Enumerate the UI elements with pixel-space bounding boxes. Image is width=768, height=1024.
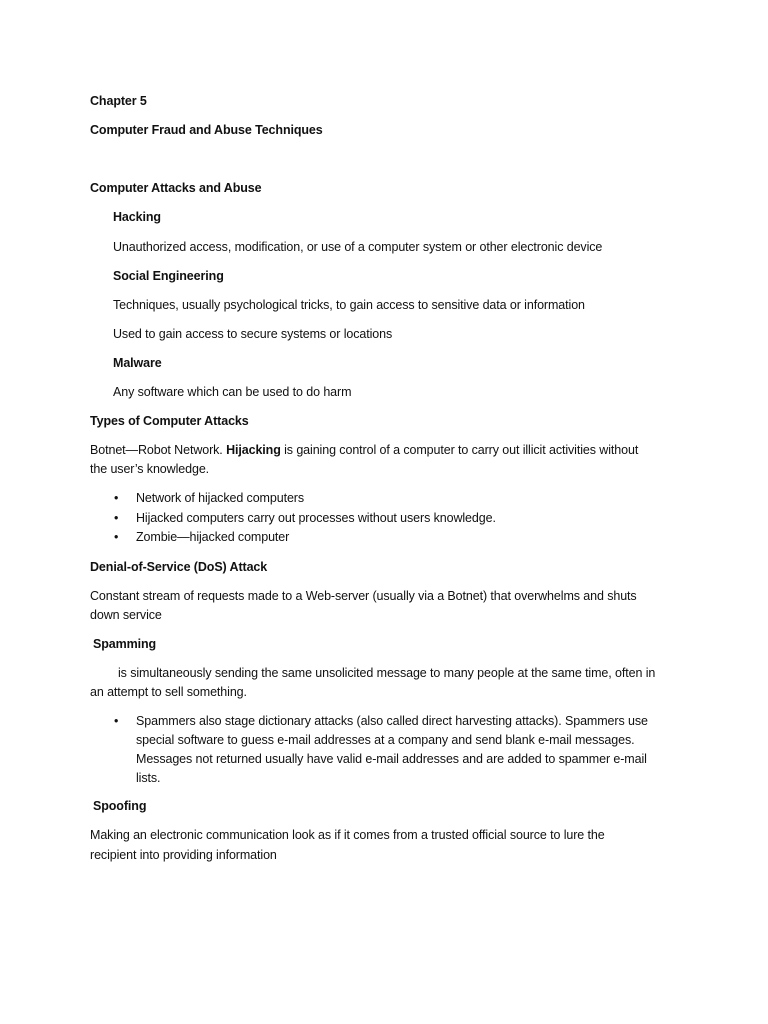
hacking-heading: Hacking [113, 210, 161, 224]
botnet-lead: Botnet—Robot Network. [90, 443, 223, 457]
bullet-icon: • [114, 530, 119, 544]
spamming-heading: Spamming [93, 637, 157, 651]
botnet-paragraph-line-2: the user’s knowledge. [90, 462, 210, 476]
botnet-rest: is gaining control of a computer to carry out illicit activities without [284, 443, 639, 457]
bullet-icon: • [114, 714, 119, 728]
spamming-bullet-line-4: lists. [136, 771, 161, 785]
chapter-title: Computer Fraud and Abuse Techniques [90, 123, 323, 137]
malware-text: Any software which can be used to do harm [113, 385, 352, 399]
dos-text-line-2: down service [90, 608, 162, 622]
dos-text-line-1: Constant stream of requests made to a Web-server (usually via a Botnet) that overwhelms and shuts [90, 589, 637, 603]
bullet-icon: • [114, 491, 119, 505]
spamming-text-line-2: an attempt to sell something. [90, 685, 247, 699]
chapter-label: Chapter 5 [90, 94, 147, 108]
social-engineering-heading: Social Engineering [113, 269, 224, 283]
social-engineering-text-2: Used to gain access to secure systems or locations [113, 327, 393, 341]
spamming-bullet-line-3: Messages not returned usually have valid e-mail addresses and are added to spammer e-mail [136, 752, 647, 766]
botnet-paragraph-line-1 [90, 441, 638, 460]
spamming-bullet-line-2: special software to guess e-mail addresses at a company and send blank e-mail messages. [136, 733, 635, 747]
malware-heading: Malware [113, 356, 162, 370]
list-item: Zombie—hijacked computer [136, 530, 290, 544]
list-item: Hijacked computers carry out processes without users knowledge. [136, 511, 496, 525]
list-item: Network of hijacked computers [136, 491, 305, 505]
spamming-text-line-1: is simultaneously sending the same unsolicited message to many people at the same time, often in [118, 666, 656, 680]
hijacking-term: Hijacking [226, 443, 281, 457]
section-heading-attacks-abuse: Computer Attacks and Abuse [90, 181, 262, 195]
spoofing-text-line-2: recipient into providing information [90, 848, 277, 862]
spoofing-text-line-1: Making an electronic communication look as if it comes from a trusted official source to lure the [90, 828, 605, 842]
spamming-bullet-line-1: Spammers also stage dictionary attacks (also called direct harvesting attacks). Spammers use [136, 714, 648, 728]
hacking-text: Unauthorized access, modification, or use of a computer system or other electronic device [113, 240, 603, 254]
section-heading-types: Types of Computer Attacks [90, 414, 249, 428]
spoofing-heading: Spoofing [93, 799, 147, 813]
social-engineering-text-1: Techniques, usually psychological tricks, to gain access to sensitive data or information [113, 298, 585, 312]
dos-heading: Denial-of-Service (DoS) Attack [90, 560, 268, 574]
bullet-icon: • [114, 511, 119, 525]
